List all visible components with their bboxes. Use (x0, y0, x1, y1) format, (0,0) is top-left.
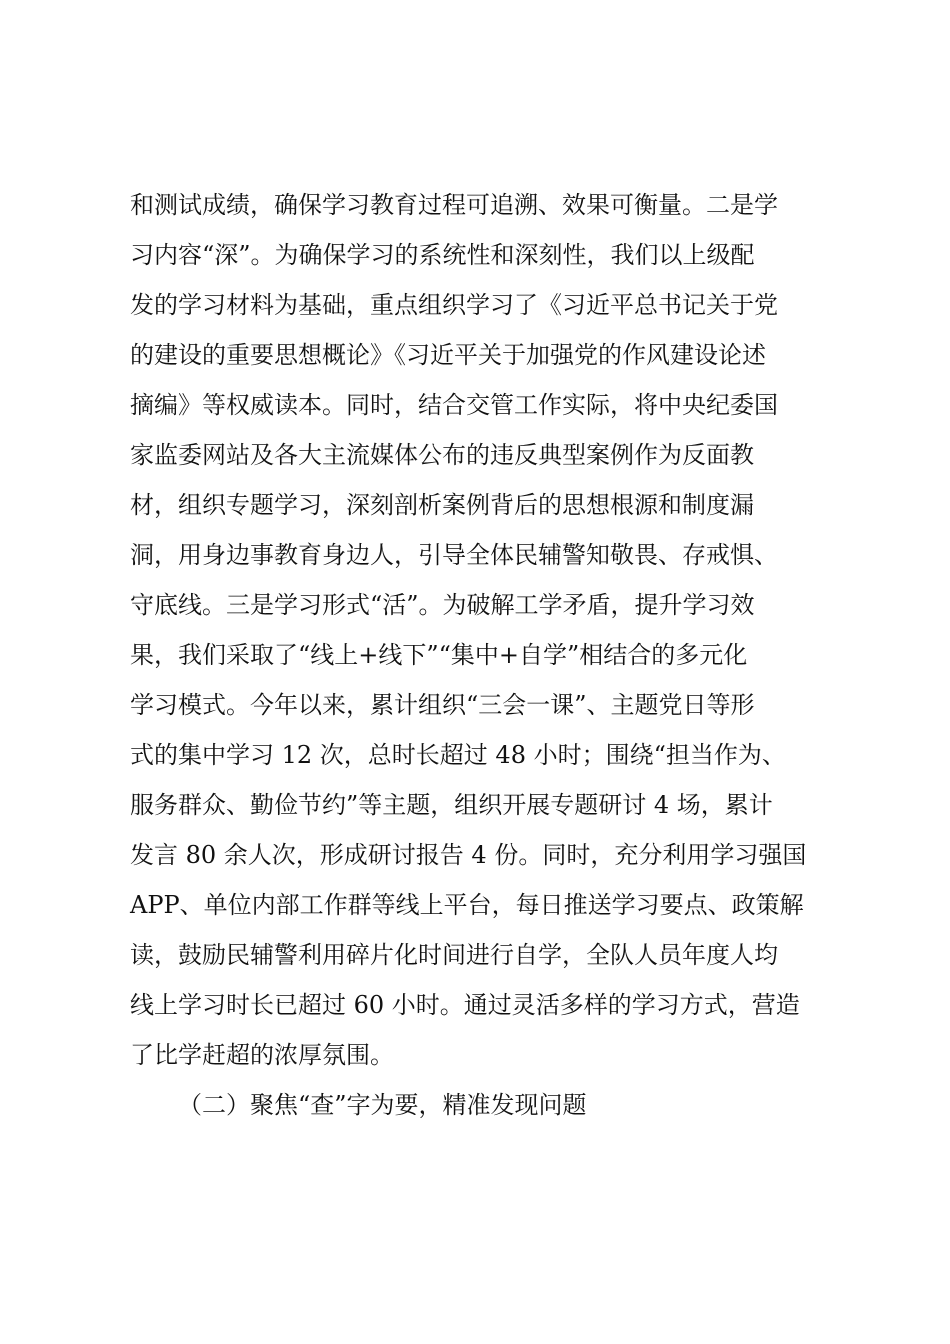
body-line-16: 读，鼓励民辅警利用碎片化时间进行自学，全队人员年度人均 (130, 941, 778, 969)
body-line-6: 家监委网站及各大主流媒体公布的违反典型案例作为反面教 (130, 441, 754, 469)
body-line-10: 果，我们采取了“线上+线下”“集中+自学”相结合的多元化 (130, 641, 748, 669)
body-line-1: 和测试成绩，确保学习教育过程可追溯、效果可衡量。二是学 (130, 191, 778, 219)
body-line-13: 服务群众、勤俭节约”等主题，组织开展专题研讨 4 场，累计 (130, 791, 773, 819)
section-heading: （二）聚焦“查”字为要，精准发现问题 (178, 1091, 587, 1119)
body-line-14: 发言 80 余人次，形成研讨报告 4 份。同时，充分利用学习强国 (130, 841, 807, 869)
body-line-7: 材，组织专题学习，深刻剖析案例背后的思想根源和制度漏 (130, 491, 754, 519)
body-line-2: 习内容“深”。为确保学习的系统性和深刻性，我们以上级配 (130, 241, 755, 269)
body-line-4: 的建设的重要思想概论》《习近平关于加强党的作风建设论述 (130, 341, 766, 369)
body-line-11: 学习模式。今年以来，累计组织“三会一课”、主题党日等形 (130, 691, 755, 719)
body-line-12: 式的集中学习 12 次，总时长超过 48 小时；围绕“担当作为、 (130, 741, 786, 769)
body-line-15: APP、单位内部工作群等线上平台，每日推送学习要点、政策解 (130, 891, 804, 919)
body-line-17: 线上学习时长已超过 60 小时。通过灵活多样的学习方式，营造 (130, 991, 800, 1019)
body-line-3: 发的学习材料为基础，重点组织学习了《习近平总书记关于党 (130, 291, 778, 319)
body-line-5: 摘编》等权威读本。同时，结合交管工作实际，将中央纪委国 (130, 391, 778, 419)
body-line-8: 洞，用身边事教育身边人，引导全体民辅警知敬畏、存戒惧、 (130, 541, 778, 569)
body-line-9: 守底线。三是学习形式“活”。为破解工学矛盾，提升学习效 (130, 591, 755, 619)
body-line-18: 了比学赶超的浓厚氛围。 (130, 1041, 394, 1069)
